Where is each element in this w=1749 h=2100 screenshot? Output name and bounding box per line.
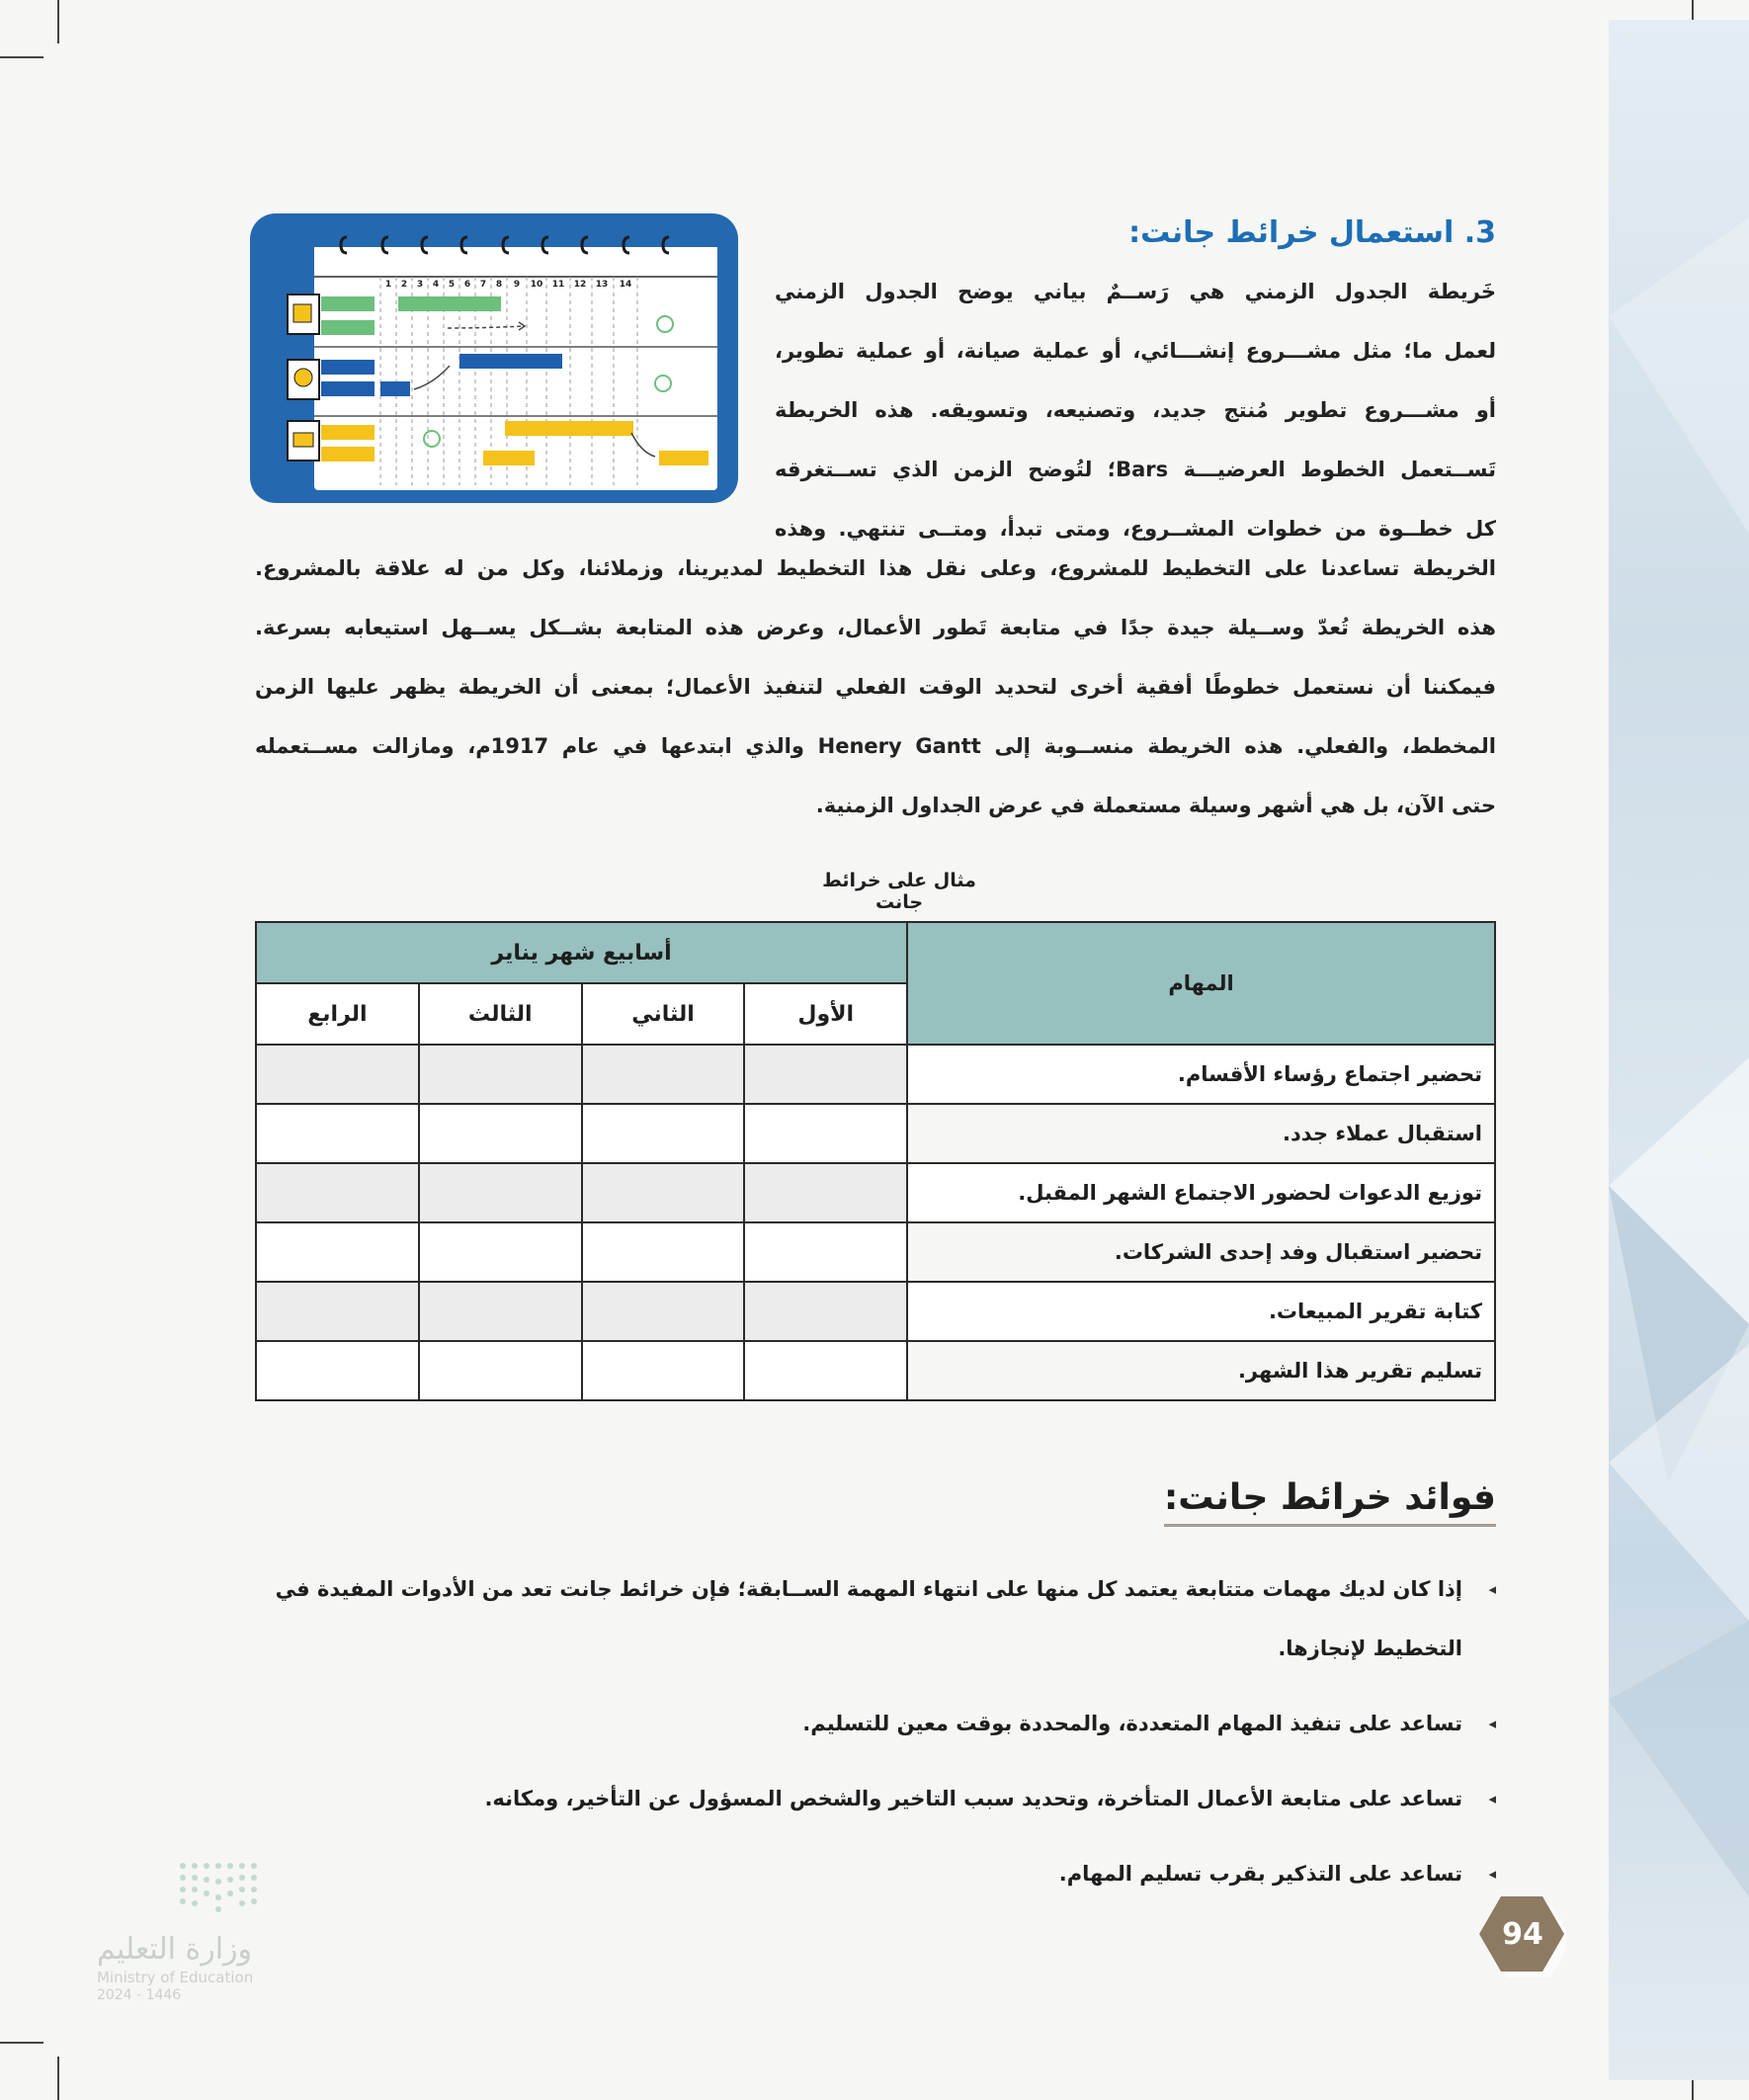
week-cell [419, 1045, 582, 1104]
week-cell [744, 1045, 907, 1104]
list-item [255, 1694, 1496, 1753]
week-cell [744, 1104, 907, 1163]
week-cell [744, 1222, 907, 1282]
week-cell [419, 1282, 582, 1341]
week-cell [419, 1104, 582, 1163]
table-row [256, 1045, 1495, 1104]
paragraph-line: كل خطــوة من خطوات المشــروع، ومتى تبدأ، ومتــى تنتهي. وهذه [775, 517, 1496, 541]
calendar-number: 13 [595, 280, 609, 290]
calendar-number: 5 [448, 280, 456, 290]
task-cell: تحضير اجتماع رؤساء الأقسام. [907, 1045, 1495, 1104]
section-heading: 3. استعمال خرائط جانت: [1128, 215, 1496, 250]
week-cell [582, 1341, 745, 1400]
week-cell [744, 1282, 907, 1341]
gantt-calendar-graphic [250, 213, 738, 503]
paragraph-line: لعمل ما؛ مثل مشـــروع إنشـــائي، أو عملية صيانة، أو عملية تطوير، [775, 339, 1496, 363]
table-row [256, 1341, 1495, 1400]
list-item-text: إذا كان لديك مهمات متتابعة يعتمد كل منها على انتهاء المهمة الســابقة؛ فإن خرائط جانت تعد من الأدوات المفيدة في التخطيط لإنجازها. [275, 1577, 1462, 1660]
week-cell [419, 1222, 582, 1282]
table-row [256, 1282, 1495, 1341]
paragraph-line: حتى الآن، بل هي أشهر وسيلة مستعملة في عرض الجداول الزمنية. [815, 794, 1496, 817]
calendar-number: 9 [513, 280, 521, 290]
week-cell [256, 1222, 419, 1282]
calendar-number: 12 [573, 280, 587, 290]
page-number-shape [1479, 1894, 1566, 1977]
paragraph-line: المخطط، والفعلي. هذه الخريطة منســوبة إلى Henery Gantt والذي ابتدعها في عام 1917م، ومازالت مســتعمله [255, 734, 1496, 758]
table-caption: مثال على خرائط جانت [822, 870, 976, 913]
calendar-number: 11 [551, 280, 565, 290]
bullet-arrow-icon: ◂ [1488, 1715, 1496, 1732]
crop-mark [0, 2042, 43, 2044]
week-cell [419, 1163, 582, 1222]
table-row [256, 1163, 1495, 1222]
weeks-header: أسابيع شهر يناير [256, 922, 907, 983]
task-cell: تسليم تقرير هذا الشهر. [907, 1341, 1495, 1400]
calendar-number: 3 [416, 280, 424, 290]
calendar-number: 2 [400, 280, 408, 290]
week-cell [582, 1222, 745, 1282]
list-item [255, 1844, 1496, 1903]
week-cell [256, 1045, 419, 1104]
decorative-side-panel [1609, 20, 1749, 2080]
decorative-shards [1609, 20, 1749, 2080]
calendar-number: 1 [384, 280, 392, 290]
week-cell [582, 1282, 745, 1341]
calendar-number: 4 [432, 280, 440, 290]
list-item-text: تساعد على متابعة الأعمال المتأخرة، وتحديد سبب التاخير والشخص المسؤول عن التأخير، ومكانه. [484, 1787, 1462, 1810]
week-cell [582, 1104, 745, 1163]
calendar-number: 10 [530, 280, 543, 290]
body-paragraph [255, 539, 1496, 835]
week-cell [582, 1045, 745, 1104]
list-item [255, 1769, 1496, 1828]
logo-arabic-text: وزارة التعليم [97, 1932, 253, 1967]
page-number-badge [1479, 1894, 1566, 1977]
table-row [256, 1222, 1495, 1282]
week-cell [744, 1341, 907, 1400]
week-header: الأول [744, 983, 907, 1045]
week-header: الثاني [582, 983, 745, 1045]
calendar-number: 8 [495, 280, 503, 290]
logo-dots-icon [94, 1858, 272, 1927]
paragraph-line: أو مشـــروع تطوير مُنتج جديد، وتصنيعه، وتسويقه. هذه الخريطة [775, 398, 1496, 422]
logo-year-text: 2024 - 1446 [97, 1987, 182, 2003]
task-cell: كتابة تقرير المبيعات. [907, 1282, 1495, 1341]
calendar-number: 6 [463, 280, 471, 290]
gantt-example-table [255, 921, 1496, 1401]
week-header: الثالث [419, 983, 582, 1045]
paragraph-line: خَريطة الجدول الزمني هي رَســمٌ بياني يوضح الجدول الزمني [775, 280, 1496, 303]
week-cell [256, 1341, 419, 1400]
week-cell [256, 1282, 419, 1341]
paragraph-line: تَســتعمل الخطوط العرضيـــة Bars؛ لتُوضح الزمن الذي تســتغرقه [775, 458, 1496, 481]
task-cell: استقبال عملاء جدد. [907, 1104, 1495, 1163]
paragraph-line: فيمكننا أن نستعمل خطوطًا أفقية أخرى لتحديد الوقت الفعلي لتنفيذ الأعمال؛ بمعنى أن الخريطة يظهر عليها الزمن [255, 675, 1496, 699]
crop-mark [57, 0, 59, 43]
task-cell: توزيع الدعوات لحضور الاجتماع الشهر المقبل. [907, 1163, 1495, 1222]
calendar-number: 7 [479, 280, 487, 290]
week-header: الرابع [256, 983, 419, 1045]
bullet-arrow-icon: ◂ [1488, 1790, 1496, 1807]
benefits-heading: فوائد خرائط جانت: [1164, 1477, 1496, 1527]
paragraph-line: هذه الخريطة تُعدّ وســيلة جيدة جدًا في متابعة تَطور الأعمال، وعرض هذه المتابعة بشــكل يســهل استيعابه بسرعة. [255, 616, 1496, 639]
week-cell [744, 1163, 907, 1222]
week-cell [582, 1163, 745, 1222]
task-cell: تحضير استقبال وفد إحدى الشركات. [907, 1222, 1495, 1282]
bullet-arrow-icon: ◂ [1488, 1580, 1496, 1598]
week-cell [256, 1104, 419, 1163]
list-item-text: تساعد على التذكير بقرب تسليم المهام. [1058, 1862, 1462, 1886]
list-item [255, 1559, 1496, 1678]
calendar-number: 14 [619, 280, 632, 290]
intro-paragraph [775, 262, 1496, 558]
list-item-text: تساعد على تنفيذ المهام المتعددة، والمحددة بوقت معين للتسليم. [802, 1712, 1462, 1735]
table-row [256, 1104, 1495, 1163]
paragraph-line: الخريطة تساعدنا على التخطيط للمشروع، وعلى نقل هذا التخطيط لمديرينا، وزملائنا، وكل من له علاقة بالمشروع. [255, 556, 1496, 580]
week-cell [419, 1341, 582, 1400]
gantt-illustration [250, 213, 738, 503]
page-number: 94 [1502, 1917, 1543, 1952]
crop-mark [57, 2057, 59, 2100]
crop-mark [0, 56, 43, 58]
bullet-arrow-icon: ◂ [1488, 1865, 1496, 1883]
tasks-column-header: المهام [907, 922, 1495, 1045]
benefits-list [255, 1559, 1496, 1919]
week-cell [256, 1163, 419, 1222]
logo-english-text: Ministry of Education [97, 1969, 254, 1986]
